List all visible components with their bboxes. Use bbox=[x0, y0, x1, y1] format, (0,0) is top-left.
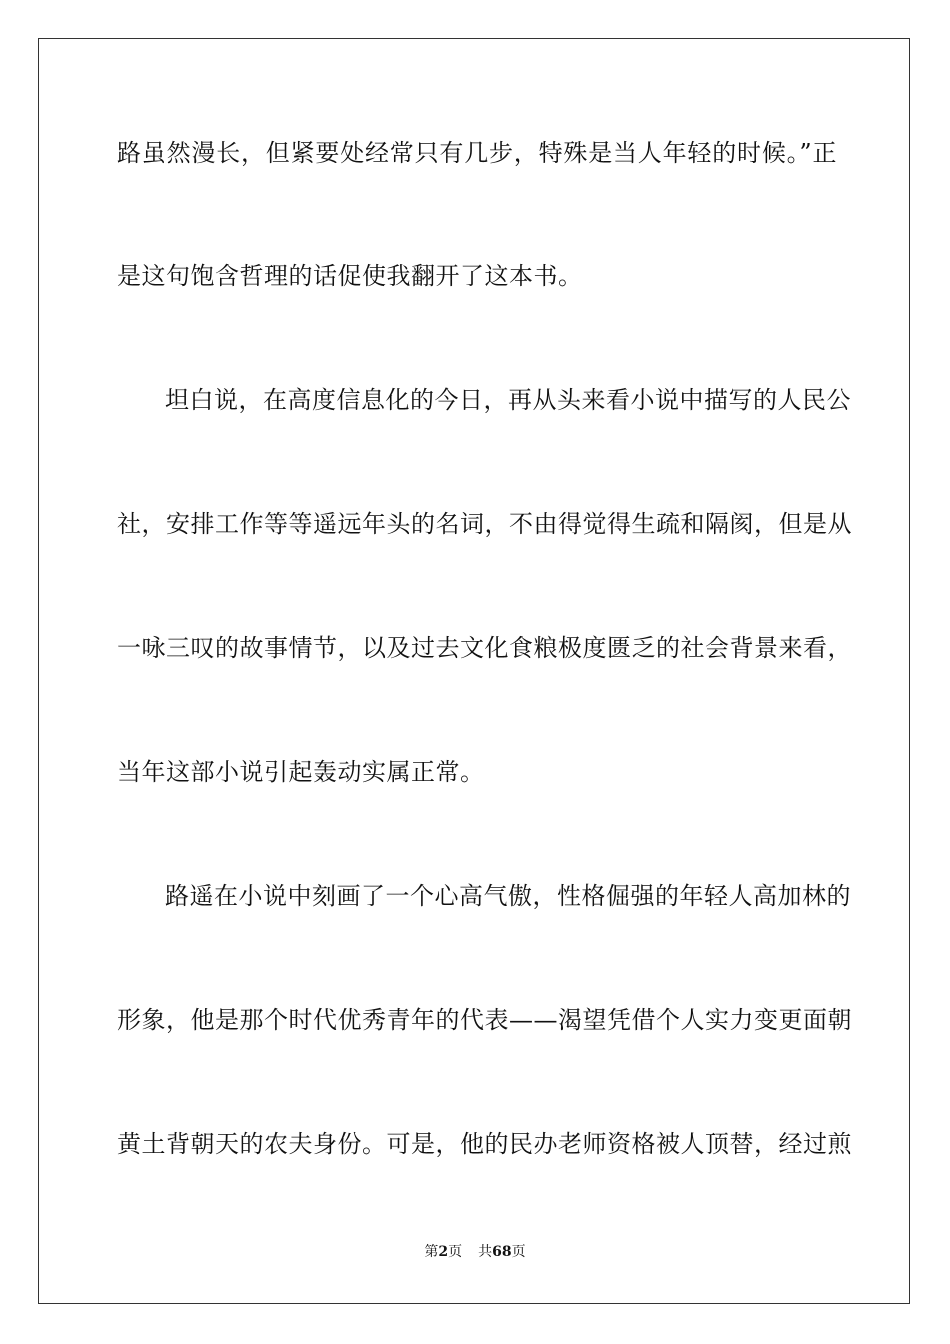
body-line-4: 社，安排工作等等遥远年头的名词，不由得觉得生疏和隔阂，但是从 bbox=[117, 510, 852, 538]
total-label-prefix: 共 bbox=[478, 1244, 493, 1260]
page-frame bbox=[38, 38, 910, 1304]
page-label-suffix: 页 bbox=[448, 1244, 463, 1260]
body-line-2: 是这句饱含哲理的话促使我翻开了这本书。 bbox=[117, 262, 583, 290]
total-label-suffix: 页 bbox=[511, 1244, 526, 1260]
body-line-1: 路虽然漫长，但紧要处经常只有几步，特殊是当人年轻的时候。”正 bbox=[117, 139, 837, 167]
body-line-8: 形象，他是那个时代优秀青年的代表——渴望凭借个人实力变更面朝 bbox=[117, 1006, 852, 1034]
body-line-5: 一咏三叹的故事情节，以及过去文化食粮极度匮乏的社会背景来看， bbox=[117, 634, 852, 662]
body-line-3: 坦白说，在高度信息化的今日，再从头来看小说中描写的人民公 bbox=[165, 386, 851, 414]
page-label-prefix: 第 bbox=[424, 1244, 439, 1260]
total-pages: 68 bbox=[492, 1244, 512, 1260]
body-line-9: 黄土背朝天的农夫身份。可是，他的民办老师资格被人顶替，经过煎 bbox=[117, 1130, 852, 1158]
body-line-7: 路遥在小说中刻画了一个心高气傲，性格倔强的年轻人高加林的 bbox=[165, 882, 851, 910]
body-line-6: 当年这部小说引起轰动实属正常。 bbox=[117, 758, 485, 786]
page-number: 2 bbox=[438, 1244, 449, 1260]
page-footer bbox=[0, 1243, 950, 1261]
